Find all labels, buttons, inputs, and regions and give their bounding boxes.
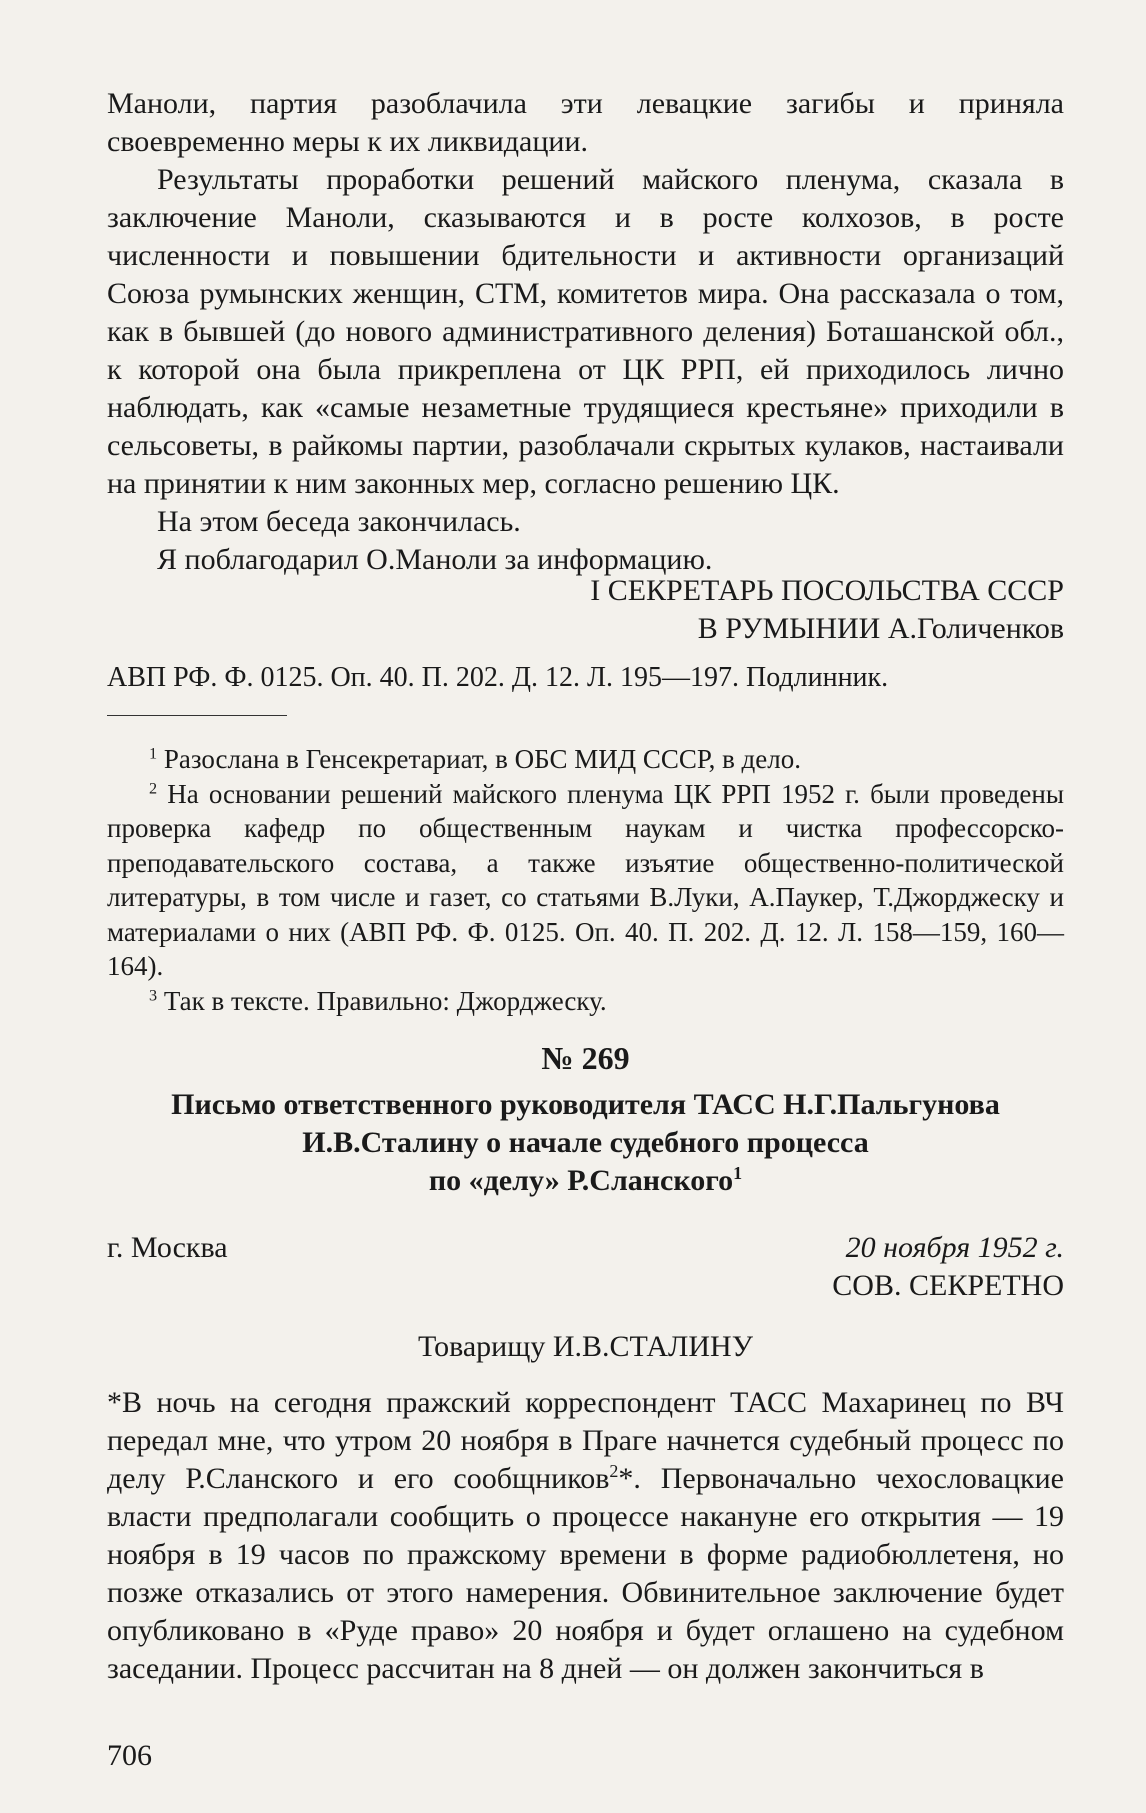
document-date: 20 ноября 1952 г. [845, 1231, 1064, 1264]
document-place: г. Москва [107, 1231, 228, 1264]
document-title-line-3 [107, 1162, 1064, 1200]
document-title-block [107, 1086, 1064, 1200]
addressee-block [107, 1328, 1064, 1366]
addressee: Товарищу И.В.СТАЛИНУ [418, 1330, 753, 1363]
document-title-footnote-mark: 1 [733, 1163, 743, 1184]
archive-reference: АВП РФ. Ф. 0125. Оп. 40. П. 202. Д. 12. Л. 195—197. Подлинник. [107, 662, 889, 693]
place-date-block [107, 1229, 1064, 1305]
footnote-2-text: На основании решений майского пленума ЦК РРП 1952 г. были проведены проверка кафедр по общественным наукам и чистка профессорско-преподавательского состава, а также изъятие общественно-политической литературы, в том числе и газет, со статьями В.Луки, А.Паукер, Т.Джорджеску и материалами о них (АВП РФ. Ф. 0125. Оп. 40. П. 202. Д. 12. Л. 158—159, 160—164). [107, 778, 1064, 981]
letter-body-footnote-mark: 2 [609, 1461, 619, 1482]
footnote-1 [107, 742, 1064, 777]
letter-body-block [107, 1384, 1064, 1688]
footnote-rule-wrap [107, 715, 1064, 716]
signature-block [107, 572, 1064, 648]
footnote-rule [107, 715, 287, 716]
footnote-3-mark: 3 [149, 985, 158, 1004]
letter-body-part-1: *В ночь на сегодня пражский корреспондент ТАСС Махаринец по ВЧ передал мне, что утром 20 ноября в Праге начнется судебный процесс по делу Р.Сланского и его сообщников [107, 1386, 1064, 1495]
document-number: № 269 [541, 1040, 630, 1076]
signature-line-2: В РУМЫНИИ А.Голиченков [697, 612, 1064, 645]
document-title-line-1: Письмо ответственного руководителя ТАСС Н.Г.Пальгунова [171, 1088, 1000, 1121]
document-title-line-3-text: по «делу» Р.Сланского [428, 1164, 734, 1197]
top-text-block [107, 85, 1064, 579]
footnote-1-mark: 1 [149, 744, 158, 763]
letter-body-part-2: *. Первоначально чехословацкие власти предполагали сообщить о процессе накануне его открытия — 19 ноября в 19 часов по пражскому времени в форме радиобюллетеня, но позже отказались от этого намерения. Обвинительное заключение будет опубликовано в «Руде право» 20 ноября и будет оглашено на судебном заседании. Процесс рассчитан на 8 дней — он должен закончиться в [107, 1462, 1064, 1685]
document-title-line-2: И.В.Сталину о начале судебного процесса [302, 1126, 869, 1159]
footnote-1-text: Разослана в Генсекретариат, в ОБС МИД СССР, в дело. [157, 744, 802, 774]
footnote-3 [107, 984, 1064, 1019]
letter-body [107, 1384, 1064, 1688]
place-date-row [107, 1229, 1064, 1267]
footnote-2-mark: 2 [149, 778, 158, 797]
classification-stamp: СОВ. СЕКРЕТНО [832, 1269, 1064, 1302]
footnote-2 [107, 777, 1064, 984]
page-number: 706 [107, 1739, 152, 1772]
paragraph-continuation: Маноли, партия разоблачила эти левацкие загибы и приняла своевременно меры к их ликвидации. [107, 87, 1064, 158]
document-header [107, 1040, 1064, 1077]
paragraph-plenum-results: Результаты проработки решений майского пленума, сказала в заключение Маноли, сказываются и в росте колхозов, в росте численности и повышении бдительности и активности организаций Союза румынских женщин, СТМ, комитетов мира. Она рассказала о том, как в бывшей (до нового административного деления) Боташанской обл., к которой она была прикреплена от ЦК РРП, ей приходилось лично наблюдать, как «самые незаметные трудящиеся крестьяне» приходили в сельсоветы, в райкомы партии, разоблачали скрытых кулаков, настаивали на принятии к ним законных мер, согласно решению ЦК. [107, 163, 1064, 500]
paragraph-conversation-end: На этом беседа закончилась. [157, 505, 521, 538]
footnotes-block [107, 742, 1064, 1018]
footnote-3-text: Так в тексте. Правильно: Джорджеску. [157, 985, 607, 1016]
signature-line-1: I СЕКРЕТАРЬ ПОСОЛЬСТВА СССР [590, 574, 1064, 607]
archive-reference-block [107, 660, 1064, 696]
paragraph-thanks: Я поблагодарил О.Маноли за информацию. [157, 543, 713, 576]
